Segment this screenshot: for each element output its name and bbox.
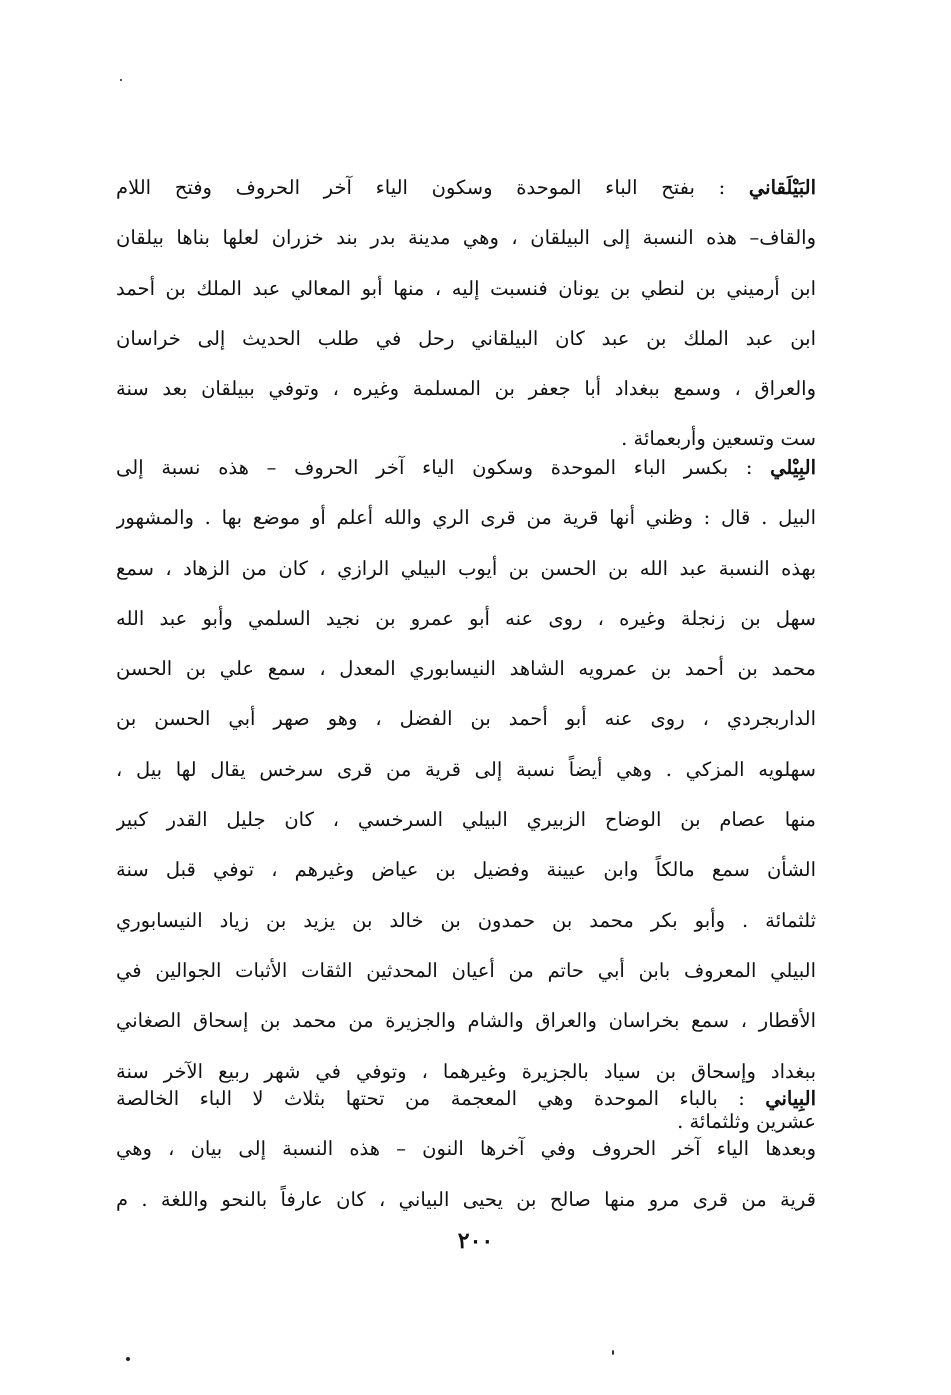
- entry-line: البَيْلَقاني : بفتح الباء الموحدة وسكون الياء آخر الحروف وفتح اللام: [116, 176, 816, 199]
- entry-line: بهذه النسبة عبد الله بن الحسن بن أيوب البيلي الرازي ، كان من الزهاد ، سمع: [116, 556, 816, 580]
- entry-line: البيلي المعروف بابن أبي حاتم من أعيان المحدثين الثقات الأثبات الجوالين في: [116, 958, 816, 982]
- entry-line: ابن أرميني بن لنطي بن يونان فنسبت إليه ، منها أبو المعالي عبد الملك بن أحمد: [116, 276, 816, 300]
- headword-bilaqani: البَيْلَقاني: [748, 176, 816, 199]
- entry-line: منها عصام بن الوضاح الزبيري البيلي السرخسي ، كان جليل القدر كبير: [116, 808, 816, 832]
- entry-line: عشرين وثلثمائة .: [677, 1109, 816, 1133]
- entry-bili: [116, 443, 816, 1147]
- entry-line: قرية من قرى مرو منها صالح بن يحيى البياني ، كان عارفاً بالنحو واللغة . م: [116, 1187, 816, 1211]
- entry-line: الداربجردي ، روى عنه أبو أحمد بن الفضل ، وهو صهر أبي الحسن بن: [116, 707, 816, 731]
- page-number: ٢٠٠: [457, 1228, 494, 1254]
- scan-speck: [612, 1350, 614, 1355]
- entry-line: البِياني : بالباء الموحدة وهي المعجمة من تحتها بثلاث لا الباء الخالصة: [116, 1087, 816, 1110]
- entry-bilaqani: [116, 163, 816, 465]
- entry-line: ثلثمائة . وأبو بكر محمد بن حمدون بن خالد بن يزيد بن زياد النيسابوري: [116, 908, 816, 932]
- entry-line: ابن عبد الملك بن عبد كان البيلقاني رحل في طلب الحديث إلى خراسان: [116, 326, 816, 350]
- scan-speck: [126, 1357, 130, 1361]
- entry-line: البيل . قال : وظني أنها قرية من قرى الري والله أعلم أو موضع بها . والمشهور: [116, 506, 816, 530]
- entry-line: والقاف– هذه النسبة إلى البيلقان ، وهي مدينة بدر بند خزران لعلها بناها بيلقان: [116, 226, 816, 250]
- entry-line: الأقطار ، سمع بخراسان والعراق والشام والجزيرة من محمد بن إسحاق الصغاني: [116, 1009, 816, 1033]
- entry-line: ببغداد وإسحاق بن سياد بالجزيرة وغيرهما ، وتوفي في شهر ربيع الآخر سنة: [116, 1059, 816, 1083]
- entry-line: ست وتسعين وأربعمائة .: [621, 427, 816, 451]
- entry-line: وبعدها الياء آخر الحروف وفي آخرها النون – هذه النسبة إلى بيان ، وهي: [116, 1137, 816, 1161]
- scan-speck: [120, 79, 122, 81]
- entry-bayani: [116, 1074, 816, 1225]
- entry-line: محمد بن أحمد بن عمرويه الشاهد النيسابوري المعدل ، سمع علي بن الحسن: [116, 657, 816, 681]
- entry-line: الشأن سمع مالكاً وابن عيينة وفضيل بن عياض وغيرهم ، توفي قبل سنة: [116, 858, 816, 882]
- headword-bayani: البِياني: [765, 1087, 816, 1110]
- headword-bili: البِيْلي: [770, 456, 816, 479]
- entry-line: البِيْلي : بكسر الباء الموحدة وسكون الياء آخر الحروف – هذه نسبة إلى: [116, 456, 816, 479]
- entry-line: سهل بن زنجلة وغيره ، روى عنه أبو عمرو بن نجيد السلمي وأبو عبد الله: [116, 606, 816, 630]
- entry-line: سهلويه المزكي . وهي أيضاً نسبة إلى قرية من قرى سرخس يقال لها بيل ،: [116, 757, 816, 781]
- entry-line: والعراق ، وسمع ببغداد أبا جعفر بن المسلمة وغيره ، وتوفي ببيلقان بعد سنة: [116, 377, 816, 401]
